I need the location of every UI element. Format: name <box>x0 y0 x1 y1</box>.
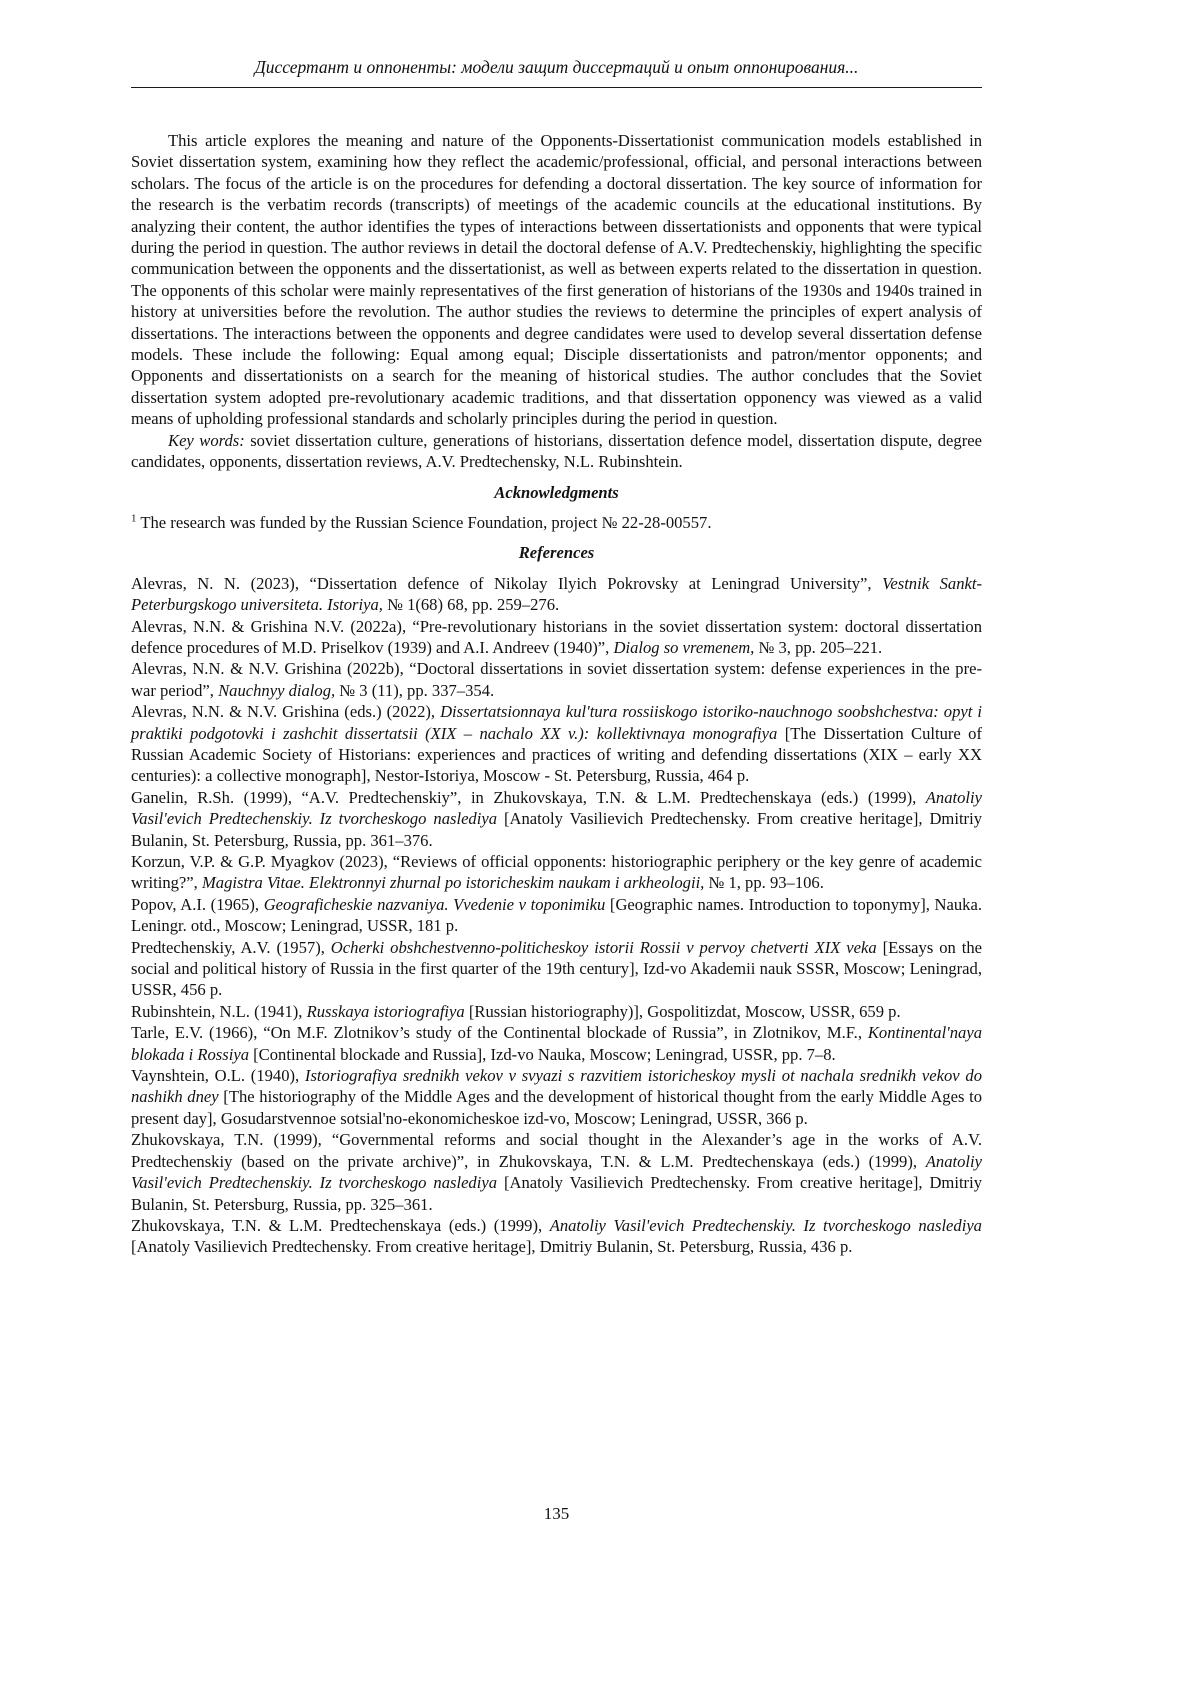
reference-title-segment: Istoriografiya srednikh vekov v svyazi s razvitiem istoricheskoy mysli ot nachala srednikh vekov do nashikh dney <box>131 1066 982 1107</box>
reference-title-segment: Dissertatsionnaya kul'tura rossiiskogo istoriko-nauchnogo soobshchestva: opyt i praktiki podgotovki i zashchit dissertatsii (XIX – nachalo XX v.): kollektivnaya monografiya <box>131 702 982 743</box>
reference-title-segment: Nauchnyy dialog, <box>218 680 336 700</box>
reference-text-segment: Alevras, N.N. & N.V. Grishina (eds.) (2022), <box>131 702 441 722</box>
references-heading: References <box>518 543 595 563</box>
reference-text-segment: № 3 (11), pp. 337–354. <box>335 680 495 700</box>
footnote-marker: 1 <box>131 512 137 525</box>
reference-item <box>131 701 982 787</box>
reference-text-segment: Rubinshtein, N.L. (1941), <box>131 1001 307 1021</box>
reference-title-segment: Dialog so vremenem, <box>613 637 755 657</box>
reference-text-segment: [Anatoly Vasilievich Predtechensky. From creative heritage], Dmitriy Bulanin, St. Petersburg, Russia, pp. 361–376. <box>131 809 982 850</box>
reference-item <box>131 1129 982 1215</box>
reference-item <box>131 937 982 1001</box>
reference-item <box>131 1065 982 1129</box>
reference-text-segment: Predtechenskiy, A.V. (1957), <box>131 937 331 957</box>
running-head-title: Диссертант и оппоненты: модели защит диссертаций и опыт оппонирования... <box>254 57 859 77</box>
reference-text-segment: Alevras, N.N. & N.V. Grishina (2022b), “Doctoral dissertations in soviet dissertation system: defense experiences in the pre-war period”, <box>131 659 982 700</box>
reference-item <box>131 1022 982 1065</box>
reference-text-segment: [Anatoly Vasilievich Predtechensky. From creative heritage], Dmitriy Bulanin, St. Petersburg, Russia, pp. 325–361. <box>131 1173 982 1214</box>
reference-item <box>131 1215 982 1258</box>
reference-text-segment: [Continental blockade and Russia], Izd-vo Nauka, Moscow; Leningrad, USSR, pp. 7–8. <box>249 1044 836 1064</box>
reference-item <box>131 1001 982 1022</box>
references-list <box>131 573 982 1258</box>
reference-text-segment: Alevras, N. N. (2023), “Dissertation defence of Nikolay Ilyich Pokrovsky at Leningrad University”, <box>131 573 883 593</box>
reference-title-segment: Geograficheskie nazvaniya. Vvedenie v toponimiku <box>263 894 606 914</box>
reference-title-segment: Anatoliy Vasil'evich Predtechenskiy. Iz tvorcheskogo naslediya <box>131 787 982 829</box>
reference-text-segment: Korzun, V.P. & G.P. Myagkov (2023), “Reviews of official opponents: historiographic periphery or the key genre of academic writing?”, <box>131 852 982 893</box>
page-number: 135 <box>543 1504 570 1523</box>
reference-title-segment: Vestnik Sankt-Peterburgskogo universiteta. Istoriya, <box>131 573 982 615</box>
reference-title-segment: Kontinental'naya blokada i Rossiya <box>131 1023 982 1064</box>
keywords-paragraph <box>131 430 982 473</box>
reference-item <box>131 787 982 851</box>
reference-text-segment: [The Dissertation Culture of Russian Academic Society of Historians: experiences and practices of writing and defending dissertations (XIX – early XX centuries): a collective monograph], Nestor-Istoriya, Moscow - St. Petersburg, Russia, 464 p. <box>131 723 982 786</box>
reference-text-segment: Popov, A.I. (1965), <box>131 894 264 914</box>
running-head <box>131 56 982 88</box>
reference-title-segment: Magistra Vitae. Elektronnyi zhurnal po istoricheskim naukam i arkheologii, <box>201 873 705 893</box>
abstract-paragraph: This article explores the meaning and nature of the Opponents-Dissertationist communication models established in Soviet dissertation system, examining how they reflect the academic/professional, official, and personal interactions between scholars. The focus of the article is on the procedures for defending a doctoral dissertation. The key source of information for the research is the verbatim records (transcripts) of meetings of the academic councils at the educational institutions. By analyzing their content, the author identifies the types of interactions between dissertationists and opponents that were typical during the period in question. The author reviews in detail the doctoral defense of A.V. Predtechenskiy, highlighting the specific communication between the opponents and the dissertationist, as well as between experts related to the dissertation in question. The opponents of this scholar were mainly representatives of the first generation of historians of the 1930s and 1940s trained in history at universities before the revolution. The author studies the reviews to determine the principles of expert analysis of dissertations. The interactions between the opponents and degree candidates were used to develop several dissertation defense models. These include the following: Equal among equal; Disciple dissertationists and patron/mentor opponents; and Opponents and dissertationists on a search for the meaning of historical studies. The author concludes that the Soviet dissertation system adopted pre-revolutionary academic traditions, and that dissertation opponency was viewed as a valid means of upholding professional standards and scholarly principles during the period in question. <box>131 131 982 429</box>
acknowledgments-heading: Acknowledgments <box>494 482 619 502</box>
reference-text-segment: [Anatoly Vasilievich Predtechensky. From creative heritage], Dmitriy Bulanin, St. Petersburg, Russia, 436 p. <box>131 1237 853 1257</box>
reference-text-segment: [The historiography of the Middle Ages and the development of historical thought from the early Middle Ages to present day], Gosudarstvennoe sotsial'no-ekonomicheskoe izd-vo, Moscow; Leningrad, USSR, 366 p. <box>131 1087 982 1128</box>
reference-text-segment: Alevras, N.N. & Grishina N.V. (2022a), “Pre-revolutionary historians in the soviet dissertation system: doctoral dissertation defence procedures of M.D. Priselkov (1939) and A.I. Andreev (1940)”, <box>131 616 982 657</box>
reference-text-segment: Tarle, E.V. (1966), “On M.F. Zlotnikov’s study of the Continental blockade of Russia”, in Zlotnikov, M.F., <box>131 1023 868 1043</box>
reference-text-segment: [Essays on the social and political history of Russia in the first quarter of the 19th century], Izd-vo Akademii nauk SSSR, Moscow; Leningrad, USSR, 456 p. <box>131 937 982 1000</box>
reference-text-segment: № 1, pp. 93–106. <box>704 873 824 893</box>
reference-text-segment: [Geographic names. Introduction to toponymy], Nauka. Leningr. otd., Moscow; Leningrad, USSR, 181 p. <box>131 894 982 936</box>
reference-item <box>131 658 982 701</box>
reference-text-segment: № 1(68) 68, pp. 259–276. <box>382 595 560 615</box>
reference-title-segment: Ocherki obshchestvenno-politicheskoy istorii Rossii v pervoy chetverti XIX veka <box>330 937 877 957</box>
footnote-text: The research was funded by the Russian Science Foundation, project № 22-28-00557. <box>140 512 712 532</box>
reference-text-segment: Zhukovskaya, T.N. & L.M. Predtechenskaya (eds.) (1999), <box>131 1215 550 1235</box>
reference-item <box>131 616 982 659</box>
reference-item <box>131 573 982 616</box>
keywords-label: Key words: <box>168 430 245 450</box>
reference-text-segment: Zhukovskaya, T.N. (1999), “Governmental reforms and social thought in the Alexander’s age in the works of A.V. Predtechenskiy (based on the private archive)”, in Zhukovskaya, T.N. & L.M. Predtechenskaya (eds.) (1999), <box>131 1130 982 1171</box>
reference-text-segment: № 3, pp. 205–221. <box>754 637 883 657</box>
reference-title-segment: Russkaya istoriografiya <box>306 1001 465 1021</box>
keywords-text: soviet dissertation culture, generations of historians, dissertation defence model, dissertation dispute, degree candidates, opponents, dissertation reviews, A.V. Predtechensky, N.L. Rubinshtein. <box>131 430 982 472</box>
reference-text-segment: [Russian historiography)], Gospolitizdat, Moscow, USSR, 659 p. <box>464 1001 901 1021</box>
reference-text-segment: Ganelin, R.Sh. (1999), “A.V. Predtechenskiy”, in Zhukovskaya, T.N. & L.M. Predtechenskaya (eds.) (1999), <box>131 787 926 807</box>
reference-title-segment: Anatoliy Vasil'evich Predtechenskiy. Iz tvorcheskogo naslediya <box>549 1215 982 1235</box>
reference-item <box>131 894 982 937</box>
page-content <box>131 56 982 1258</box>
reference-item <box>131 851 982 894</box>
reference-title-segment: Anatoliy Vasil'evich Predtechenskiy. Iz tvorcheskogo naslediya <box>131 1151 982 1193</box>
reference-text-segment: Vaynshtein, O.L. (1940), <box>131 1066 305 1086</box>
funding-note <box>131 512 982 533</box>
